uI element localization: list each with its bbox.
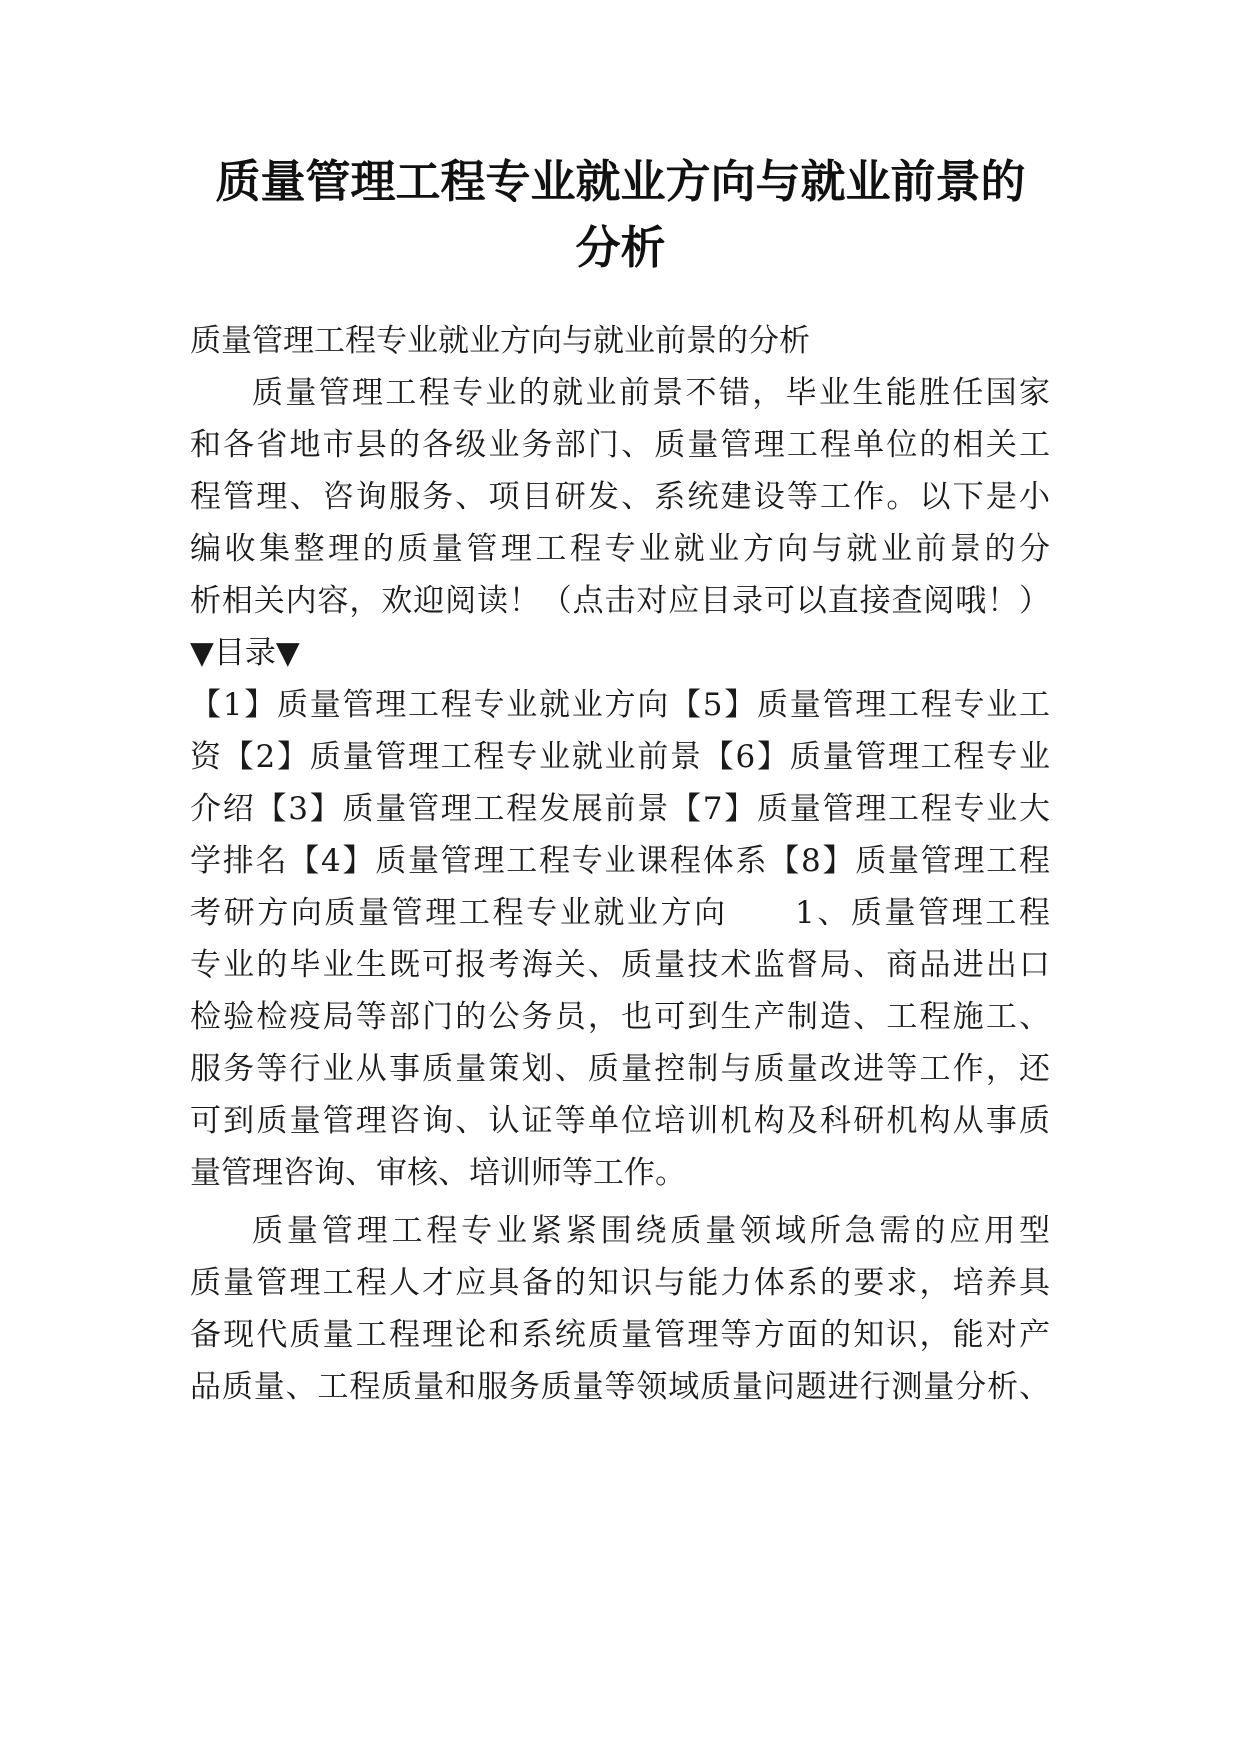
body-line: 专业的毕业生既可报考海关、质量技术监督局、商品进出口 xyxy=(190,947,1050,983)
body-line: 质量管理工程专业的就业前景不错，毕业生能胜任国家 xyxy=(252,375,1050,411)
document-title-line-1: 质量管理工程专业就业方向与就业前景的 xyxy=(215,155,1026,208)
body-line: 量管理咨询、审核、培训师等工作。 xyxy=(190,1155,686,1191)
body-line: 和各省地市县的各级业务部门、质量管理工程单位的相关工 xyxy=(190,427,1050,463)
toc-line[interactable]: 【1】质量管理工程专业就业方向【5】质量管理工程专业工 xyxy=(190,687,1050,723)
body-line: 考研方向质量管理工程专业就业方向 1、质量管理工程 xyxy=(190,895,1050,931)
body-line: 程管理、咨询服务、项目研发、系统建设等工作。以下是小 xyxy=(190,479,1050,515)
body-line: 质量管理工程人才应具备的知识与能力体系的要求，培养具 xyxy=(190,1265,1050,1301)
body-line: 析相关内容，欢迎阅读！（点击对应目录可以直接查阅哦！） xyxy=(190,583,1050,619)
body-line: 可到质量管理咨询、认证等单位培训机构及科研机构从事质 xyxy=(190,1103,1050,1139)
body-line: 备现代质量工程理论和系统质量管理等方面的知识，能对产 xyxy=(190,1317,1050,1353)
toc-line[interactable]: 学排名【4】质量管理工程专业课程体系【8】质量管理工程 xyxy=(190,843,1050,879)
body-line: 质量管理工程专业紧紧围绕质量领域所急需的应用型 xyxy=(252,1213,1050,1249)
document-title-line-2: 分析 xyxy=(575,221,666,274)
body-line: 检验检疫局等部门的公务员，也可到生产制造、工程施工、 xyxy=(190,999,1050,1035)
body-line: 服务等行业从事质量策划、质量控制与质量改进等工作，还 xyxy=(190,1051,1050,1087)
body-line: 品质量、工程质量和服务质量等领域质量问题进行测量分析、 xyxy=(190,1369,1050,1405)
toc-line[interactable]: 介绍【3】质量管理工程发展前景【7】质量管理工程专业大 xyxy=(190,791,1050,827)
body-line: 质量管理工程专业就业方向与就业前景的分析 xyxy=(190,323,810,359)
toc-heading: ▼目录▼ xyxy=(190,635,300,671)
body-line: 编收集整理的质量管理工程专业就业方向与就业前景的分 xyxy=(190,531,1050,567)
toc-line[interactable]: 资【2】质量管理工程专业就业前景【6】质量管理工程专业 xyxy=(190,739,1050,775)
